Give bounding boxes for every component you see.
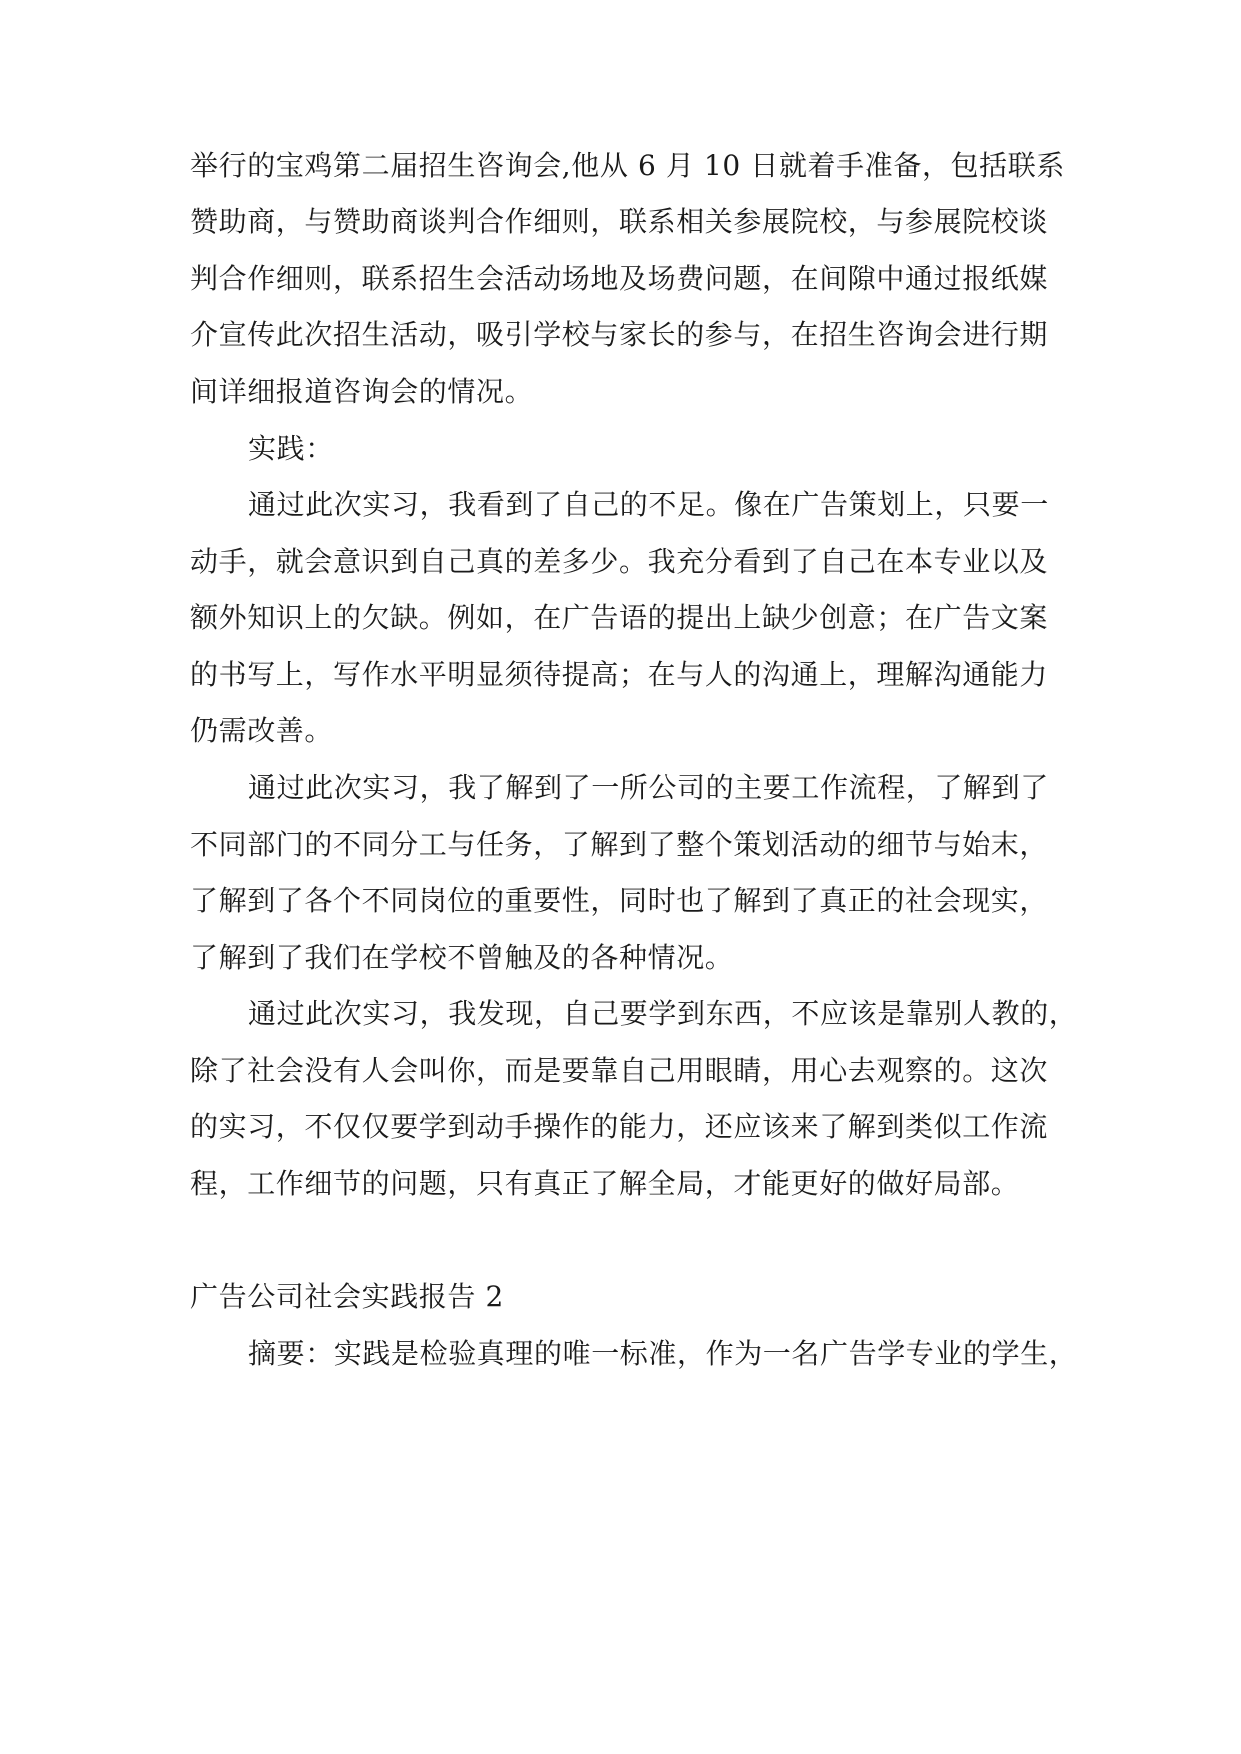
- paragraph-4-line-3: 了解到了各个不同岗位的重要性，同时也了解到了真正的社会现实，: [190, 884, 1049, 917]
- paragraph-3-line-3: 额外知识上的欠缺。例如，在广告语的提出上缺少创意；在广告文案: [190, 601, 1049, 634]
- paragraph-1-line-5: 间详细报道咨询会的情况。: [190, 375, 534, 408]
- paragraph-1-line-2: 赞助商，与赞助商谈判合作细则，联系相关参展院校，与参展院校谈: [190, 205, 1049, 238]
- paragraph-5-line-2: 除了社会没有人会叫你，而是要靠自己用眼睛，用心去观察的。这次: [190, 1054, 1049, 1087]
- paragraph-4-line-4: 了解到了我们在学校不曾触及的各种情况。: [190, 941, 734, 974]
- paragraph-3-line-4: 的书写上，写作水平明显须待提高；在与人的沟通上，理解沟通能力: [190, 658, 1049, 691]
- paragraph-3-line-2: 动手，就会意识到自己真的差多少。我充分看到了自己在本专业以及: [190, 545, 1049, 578]
- paragraph-5-line-1: 通过此次实习，我发现，自己要学到东西，不应该是靠别人教的，: [248, 997, 1078, 1030]
- paragraph-3-line-1: 通过此次实习，我看到了自己的不足。像在广告策划上，只要一: [248, 488, 1049, 521]
- paragraph-3-line-5: 仍需改善。: [190, 714, 334, 747]
- abstract-line-1: 摘要：实践是检验真理的唯一标准，作为一名广告学专业的学生，: [248, 1337, 1078, 1370]
- paragraph-4-line-2: 不同部门的不同分工与任务，了解到了整个策划活动的细节与始末，: [190, 828, 1049, 861]
- paragraph-5-line-4: 程，工作细节的问题，只有真正了解全局，才能更好的做好局部。: [190, 1167, 1020, 1200]
- paragraph-4-line-1: 通过此次实习，我了解到了一所公司的主要工作流程，了解到了: [248, 771, 1049, 804]
- section-title: 广告公司社会实践报告 2: [190, 1280, 504, 1313]
- paragraph-1-line-3: 判合作细则，联系招生会活动场地及场费问题，在间隙中通过报纸媒: [190, 262, 1049, 295]
- paragraph-1-line-1: 举行的宝鸡第二届招生咨询会,他从 6 月 10 日就着手准备，包括联系: [190, 149, 1065, 182]
- paragraph-5-line-3: 的实习，不仅仅要学到动手操作的能力，还应该来了解到类似工作流: [190, 1110, 1049, 1143]
- paragraph-2-line-1: 实践：: [248, 432, 334, 465]
- paragraph-1-line-4: 介宣传此次招生活动，吸引学校与家长的参与，在招生咨询会进行期: [190, 318, 1049, 351]
